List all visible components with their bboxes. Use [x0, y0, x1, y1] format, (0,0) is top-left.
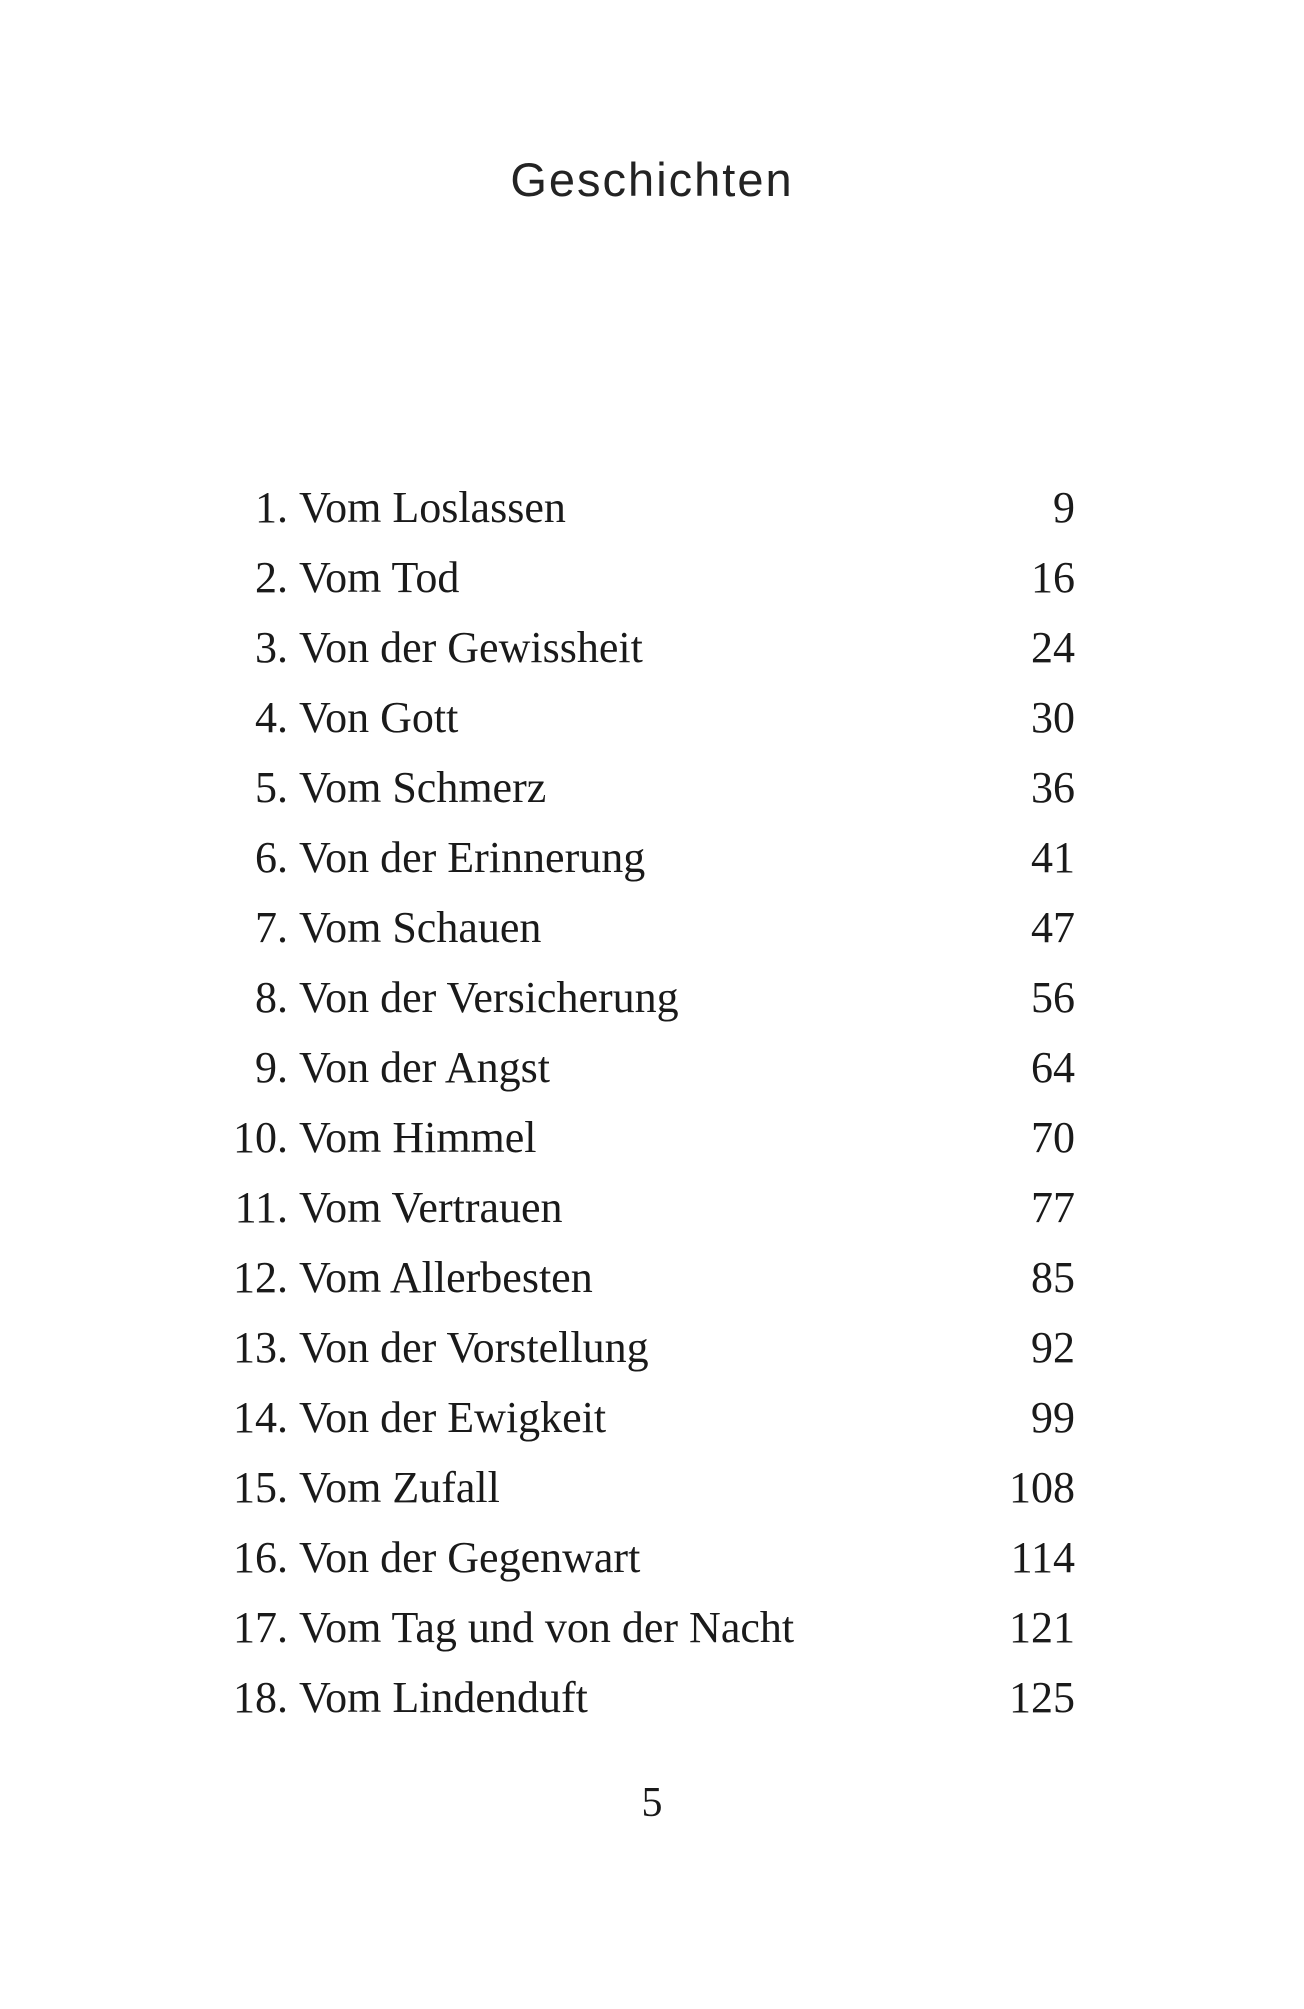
toc-entry-page: 47 — [1031, 903, 1075, 952]
toc-row — [195, 753, 1075, 823]
toc-entry-title: Vom Zufall — [299, 1463, 500, 1512]
toc-entry-page: 16 — [1031, 553, 1075, 602]
toc-entry-number: 9. — [255, 1043, 288, 1092]
toc-entry-page: 114 — [1010, 1533, 1075, 1582]
toc-entry-number: 2. — [255, 553, 288, 602]
toc-entry-number: 15. — [233, 1463, 288, 1512]
toc-entry-page: 64 — [1031, 1043, 1075, 1092]
toc-row — [195, 1173, 1075, 1243]
toc-entry-page: 41 — [1031, 833, 1075, 882]
toc-entry-number: 12. — [233, 1253, 288, 1302]
toc-row — [195, 823, 1075, 893]
toc-entry-title: Von der Angst — [299, 1043, 550, 1092]
toc-entry-title: Von der Ewigkeit — [299, 1393, 607, 1442]
toc-row — [195, 1313, 1075, 1383]
toc-entry-number: 5. — [255, 763, 288, 812]
toc-entry-title: Vom Loslassen — [299, 483, 566, 532]
toc-entry-page: 99 — [1031, 1393, 1075, 1442]
toc-entry-title: Von der Erinnerung — [299, 833, 646, 882]
toc-row — [195, 473, 1075, 543]
toc-entry-number: 11. — [234, 1183, 288, 1232]
toc-row — [195, 1593, 1075, 1663]
toc-entry-number: 1. — [255, 483, 288, 532]
toc-entry-number: 6. — [255, 833, 288, 882]
toc-row — [195, 1383, 1075, 1453]
toc-entry-number: 17. — [233, 1603, 288, 1652]
toc-entry-page: 125 — [1009, 1673, 1075, 1722]
toc-entry-title: Vom Himmel — [299, 1113, 537, 1162]
folio-page-number: 5 — [641, 1780, 663, 1826]
toc-entry-title: Vom Schauen — [299, 903, 542, 952]
toc-entry-title: Vom Schmerz — [299, 763, 547, 812]
toc-entry-number: 8. — [255, 973, 288, 1022]
toc-entry-number: 18. — [233, 1673, 288, 1722]
toc-entry-page: 70 — [1031, 1113, 1075, 1162]
toc-entry-number: 4. — [255, 693, 288, 742]
toc-row — [195, 613, 1075, 683]
toc-entry-number: 14. — [233, 1393, 288, 1442]
toc-entry-number: 3. — [255, 623, 288, 672]
toc-row — [195, 1243, 1075, 1313]
toc-entry-title: Vom Tag und von der Nacht — [299, 1603, 795, 1652]
toc-entry-title: Von der Vorstellung — [299, 1323, 649, 1372]
toc-entry-page: 92 — [1031, 1323, 1075, 1372]
toc-entry-page: 56 — [1031, 973, 1075, 1022]
toc-entry-page: 30 — [1031, 693, 1075, 742]
toc-row — [195, 683, 1075, 753]
toc-row — [195, 963, 1075, 1033]
toc-entry-page: 77 — [1031, 1183, 1075, 1232]
toc-entry-page: 85 — [1031, 1253, 1075, 1302]
toc-row — [195, 1033, 1075, 1103]
toc-row — [195, 1663, 1075, 1733]
toc-row — [195, 1103, 1075, 1173]
toc-entry-page: 9 — [1053, 483, 1075, 532]
toc-entry-title: Vom Tod — [299, 553, 460, 602]
toc-entry-title: Von der Gegenwart — [299, 1533, 641, 1582]
toc-entry-title: Vom Vertrauen — [299, 1183, 563, 1232]
toc-entry-page: 24 — [1031, 623, 1075, 672]
toc-entry-title: Vom Allerbesten — [299, 1253, 593, 1302]
toc-entry-title: Vom Lindenduft — [299, 1673, 588, 1722]
toc-entry-page: 121 — [1009, 1603, 1075, 1652]
table-of-contents — [195, 473, 1075, 1733]
toc-row — [195, 1453, 1075, 1523]
toc-row — [195, 543, 1075, 613]
toc-entry-number: 7. — [255, 903, 288, 952]
toc-entry-number: 10. — [233, 1113, 288, 1162]
toc-entry-title: Von der Gewissheit — [299, 623, 643, 672]
toc-entry-number: 13. — [233, 1323, 288, 1372]
page-title: Geschichten — [510, 153, 794, 206]
toc-entry-page: 108 — [1009, 1463, 1075, 1512]
toc-entry-number: 16. — [233, 1533, 288, 1582]
toc-entry-page: 36 — [1031, 763, 1075, 812]
toc-row — [195, 1523, 1075, 1593]
toc-entry-title: Von der Versicherung — [299, 973, 679, 1022]
toc-entry-title: Von Gott — [299, 693, 459, 742]
toc-row — [195, 893, 1075, 963]
